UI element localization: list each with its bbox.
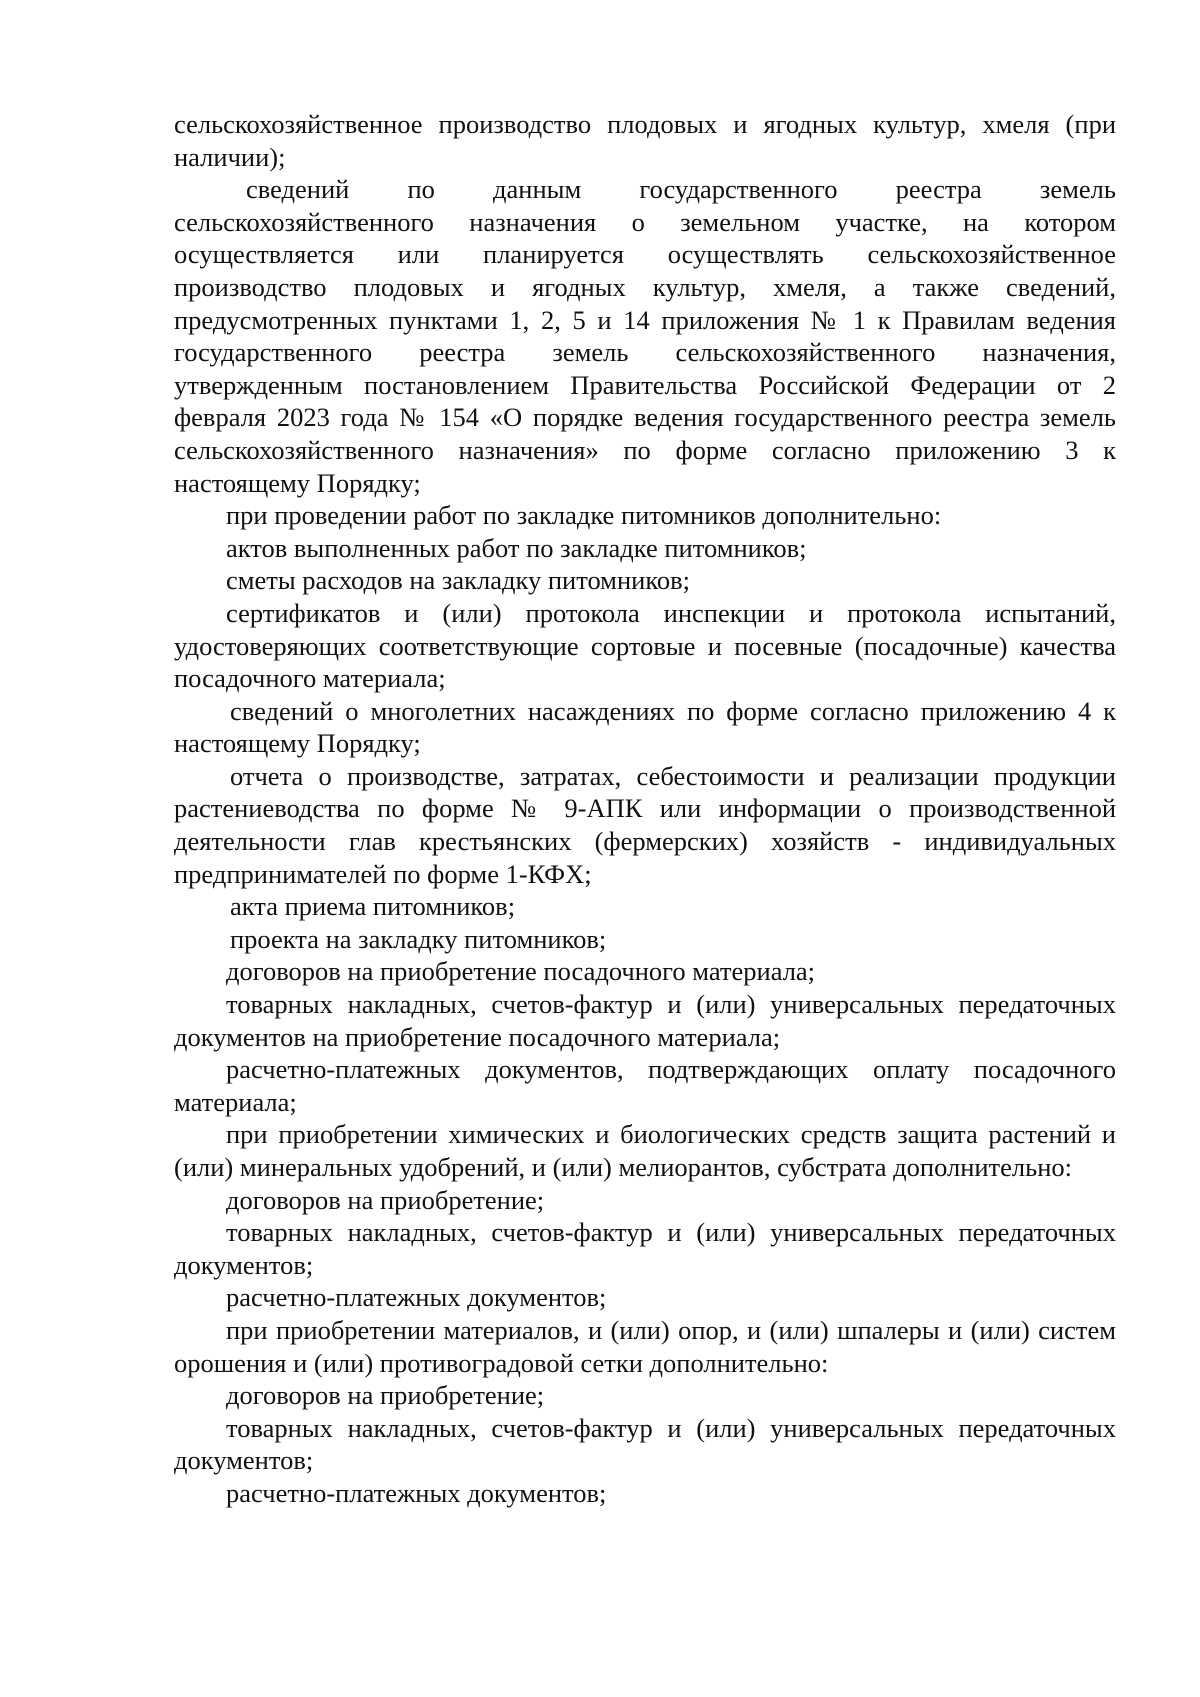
paragraph-17: расчетно-платежных документов;: [226, 1282, 607, 1313]
paragraph-12: товарных накладных, счетов-фактур и (или) универсальных передаточных документов на приобретение посадочного материала;: [174, 989, 1116, 1052]
paragraph-2: сведений по данным государственного реестра земель сельскохозяйственного назначения о земельном участке, на котором осуществляется или планируется осуществлять сельскохозяйственное производство плодовых и ягодных культур, хмеля, а также сведений, предусмотренных пунктами 1, 2, 5 и 14 приложения № 1 к Правилам ведения государственного реестра земель сельскохозяйственного назначения, утвержденным постановлением Правительства Российской Федерации от 2 февраля 2023 года № 154 «О порядке ведения государственного реестра земель сельскохозяйственного назначения» по форме согласно приложению 3 к настоящему Порядку;: [174, 174, 1116, 498]
paragraph-9: акта приема питомников;: [230, 891, 516, 922]
paragraph-15: договоров на приобретение;: [226, 1184, 545, 1215]
document-body: [174, 108, 1116, 1510]
paragraph-8: отчета о производстве, затратах, себестоимости и реализации продукции растениеводства по форме № 9-АПК или информации о производственной деятельности глав крестьянских (фермерских) хозяйств - индивидуальных предпринимателей по форме 1-КФХ;: [174, 760, 1116, 889]
paragraph-21: расчетно-платежных документов;: [226, 1477, 607, 1508]
paragraph-7: сведений о многолетних насаждениях по форме согласно приложению 4 к настоящему Порядку;: [174, 695, 1116, 759]
paragraph-19: договоров на приобретение;: [226, 1380, 545, 1411]
paragraph-3: при проведении работ по закладке питомников дополнительно:: [226, 500, 942, 531]
paragraph-5: сметы расходов на закладку питомников;: [226, 565, 690, 596]
paragraph-20: товарных накладных, счетов-фактур и (или) универсальных передаточных документов;: [174, 1412, 1116, 1476]
paragraph-18: при приобретении материалов, и (или) опор, и (или) шпалеры и (или) систем орошения и (или) противоградовой сетки дополнительно:: [174, 1314, 1116, 1378]
paragraph-14: при приобретении химических и биологических средств защита растений и (или) минеральных удобрений, и (или) мелиорантов, субстрата дополнительно:: [174, 1119, 1116, 1182]
paragraph-1: сельскохозяйственное производство плодовых и ягодных культур, хмеля (при наличии);: [174, 109, 1116, 172]
paragraph-13: расчетно-платежных документов, подтверждающих оплату посадочного материала;: [174, 1054, 1116, 1117]
paragraph-6: сертификатов и (или) протокола инспекции и протокола испытаний, удостоверяющих соответствующие сортовые и посевные (посадочные) качества посадочного материала;: [174, 597, 1116, 694]
paragraph-11: договоров на приобретение посадочного материала;: [226, 956, 816, 987]
paragraph-4: актов выполненных работ по закладке питомников;: [226, 532, 807, 563]
paragraph-16: товарных накладных, счетов-фактур и (или) универсальных передаточных документов;: [174, 1217, 1116, 1280]
paragraph-10: проекта на закладку питомников;: [230, 923, 607, 954]
